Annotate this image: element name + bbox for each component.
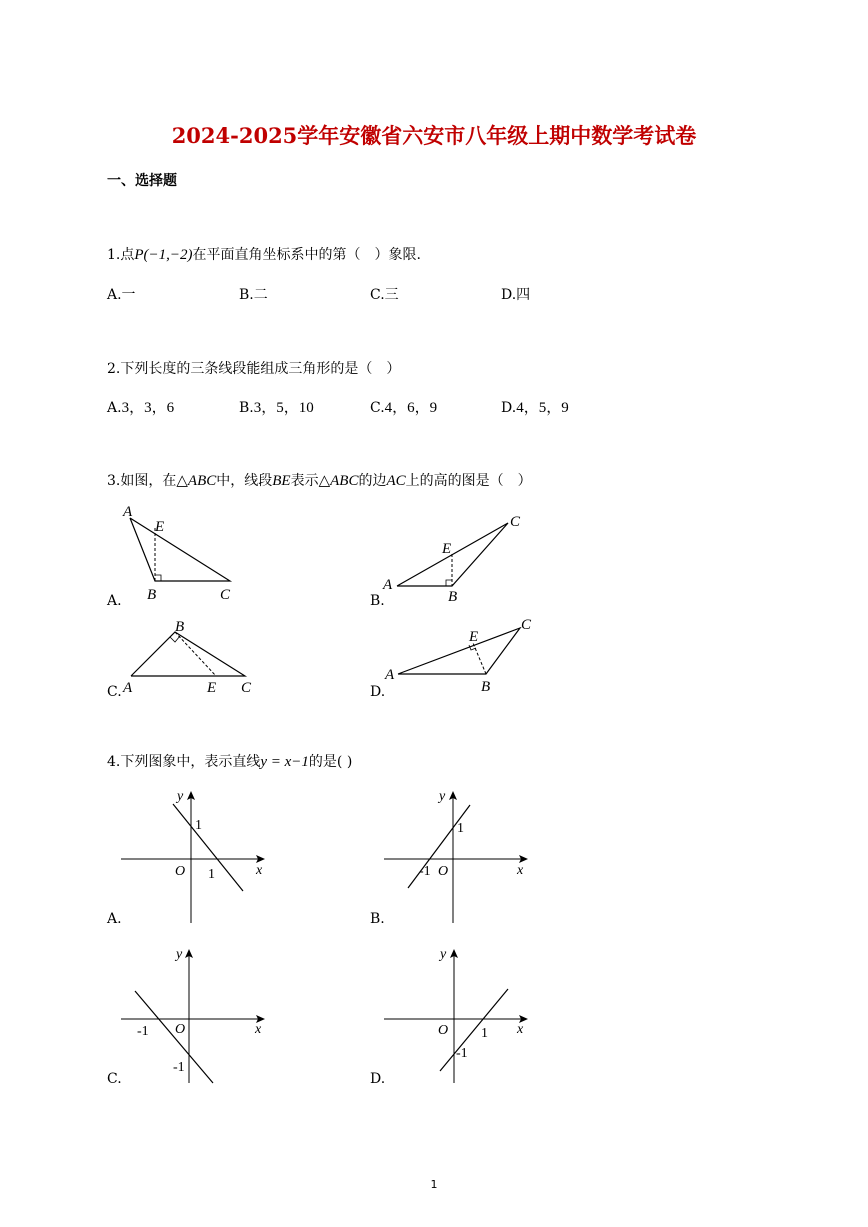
q3-figure-b[interactable]	[380, 508, 530, 608]
vertex-label: E	[155, 519, 165, 535]
q1-point: P(−1,−2)	[134, 247, 193, 263]
function-line	[440, 989, 508, 1071]
q2-option-value: 3，5，10	[253, 400, 314, 416]
q3-figure-a[interactable]	[110, 498, 250, 608]
intercept-label: 1	[481, 1026, 488, 1041]
axis-label-y: y	[440, 947, 447, 962]
q1-suffix: 在平面直角坐标系中的第（ ）象限.	[192, 247, 421, 263]
q1-option-d[interactable]: D.四	[501, 287, 531, 303]
origin-label: O	[438, 864, 449, 879]
triangle-symbol: △	[318, 473, 331, 489]
q3-math: ABC	[187, 473, 217, 489]
q4-text: 4.下列图象中，表示直线	[107, 754, 261, 770]
origin-label: O	[175, 1022, 186, 1037]
right-angle-mark	[446, 580, 452, 586]
vertex-label: B	[481, 679, 491, 695]
right-angle-mark	[170, 636, 180, 642]
vertex-label: E	[469, 629, 479, 645]
q3-option-c-label[interactable]: C.	[107, 684, 122, 700]
question-1	[107, 244, 421, 264]
vertex-label: B	[175, 619, 185, 635]
axis-label-y: y	[176, 947, 183, 962]
vertex-label: B	[448, 589, 458, 605]
q3-text: 3.如图，在	[107, 473, 177, 489]
axis-label-y: y	[177, 789, 184, 804]
q3-math: BE	[272, 473, 291, 489]
q3-math: ABC	[330, 473, 359, 489]
vertex-label: E	[442, 541, 452, 557]
triangle-outline	[130, 518, 230, 581]
q2-option-letter: D.	[501, 400, 517, 416]
q4-graph-c[interactable]	[115, 943, 275, 1088]
intercept-label: -1	[419, 864, 431, 879]
q2-option-a[interactable]	[107, 396, 174, 417]
q2-option-c[interactable]	[370, 396, 437, 417]
origin-label: O	[175, 864, 186, 879]
q4-option-a-label[interactable]: A.	[107, 911, 122, 927]
q4-option-c-label[interactable]: C.	[107, 1071, 122, 1087]
q2-option-value: 4，6，9	[384, 400, 438, 416]
vertex-label: C	[521, 617, 532, 633]
intercept-label: 1	[195, 818, 202, 833]
q2-option-b[interactable]	[239, 396, 314, 417]
triangle-outline	[131, 632, 245, 676]
q4-option-d-label[interactable]: D.	[370, 1071, 386, 1087]
q1-option-c[interactable]: C.三	[370, 287, 399, 303]
q3-figure-c[interactable]	[115, 615, 265, 700]
q4-option-b-label[interactable]: B.	[370, 911, 385, 927]
q3-option-b-label[interactable]: B.	[370, 593, 385, 609]
intercept-label: -1	[456, 1046, 468, 1061]
q3-text: 的边	[358, 473, 387, 489]
axis-label-y: y	[439, 789, 446, 804]
vertex-label: A	[123, 680, 133, 696]
q4-graph-b[interactable]	[378, 785, 538, 930]
page-title: 2024-2025学年安徽省六安市八年级上期中数学考试卷	[171, 123, 697, 148]
q3-text: 中，线段	[216, 473, 273, 489]
q3-figure-d[interactable]	[380, 612, 540, 697]
q2-option-letter: C.	[370, 400, 385, 416]
q3-math: AC	[386, 473, 406, 489]
q2-option-d[interactable]	[501, 396, 569, 417]
question-3	[107, 470, 532, 490]
q3-option-a-label[interactable]: A.	[107, 593, 122, 609]
vertex-label: C	[510, 514, 521, 530]
q4-graph-a[interactable]	[115, 785, 275, 930]
right-angle-mark	[155, 575, 161, 581]
q4-graph-d[interactable]	[378, 943, 538, 1088]
question-2: 2.下列长度的三条线段能组成三角形的是（ ）	[107, 361, 401, 377]
q4-text: 的是( )	[308, 754, 353, 770]
q2-option-value: 3，3，6	[121, 400, 175, 416]
q3-text: 上的高的图是（ ）	[405, 473, 532, 489]
vertex-label: B	[147, 587, 157, 603]
q2-option-letter: A.	[107, 400, 122, 416]
origin-label: O	[438, 1023, 449, 1038]
intercept-label: 1	[457, 821, 464, 836]
intercept-label: 1	[208, 867, 215, 882]
intercept-label: -1	[173, 1060, 185, 1075]
section-heading: 一、选择题	[107, 173, 177, 189]
vertex-label: A	[385, 667, 395, 683]
vertex-label: E	[207, 680, 217, 696]
axis-label-x: x	[255, 1022, 262, 1037]
intercept-label: -1	[137, 1024, 149, 1039]
q1-option-a[interactable]: A.一	[107, 287, 136, 303]
q3-text: 表示	[290, 473, 319, 489]
vertex-label: C	[220, 587, 231, 603]
vertex-label: C	[241, 680, 252, 696]
axis-label-x: x	[256, 863, 263, 878]
question-4	[107, 751, 352, 771]
q1-prefix: 1.点	[107, 247, 135, 263]
axis-label-x: x	[517, 1022, 524, 1037]
q1-option-b[interactable]: B.二	[239, 287, 268, 303]
q2-option-letter: B.	[239, 400, 254, 416]
q2-option-value: 4，5，9	[516, 400, 569, 416]
triangle-outline	[398, 628, 520, 674]
q4-equation: y = x−1	[260, 754, 309, 770]
vertex-label: A	[123, 504, 133, 520]
triangle-symbol: △	[176, 473, 188, 489]
page-number: 1	[430, 1178, 438, 1191]
altitude-line	[473, 643, 486, 674]
axis-label-x: x	[517, 863, 524, 878]
q3-option-d-label[interactable]: D.	[370, 684, 386, 700]
vertex-label: A	[383, 577, 393, 593]
